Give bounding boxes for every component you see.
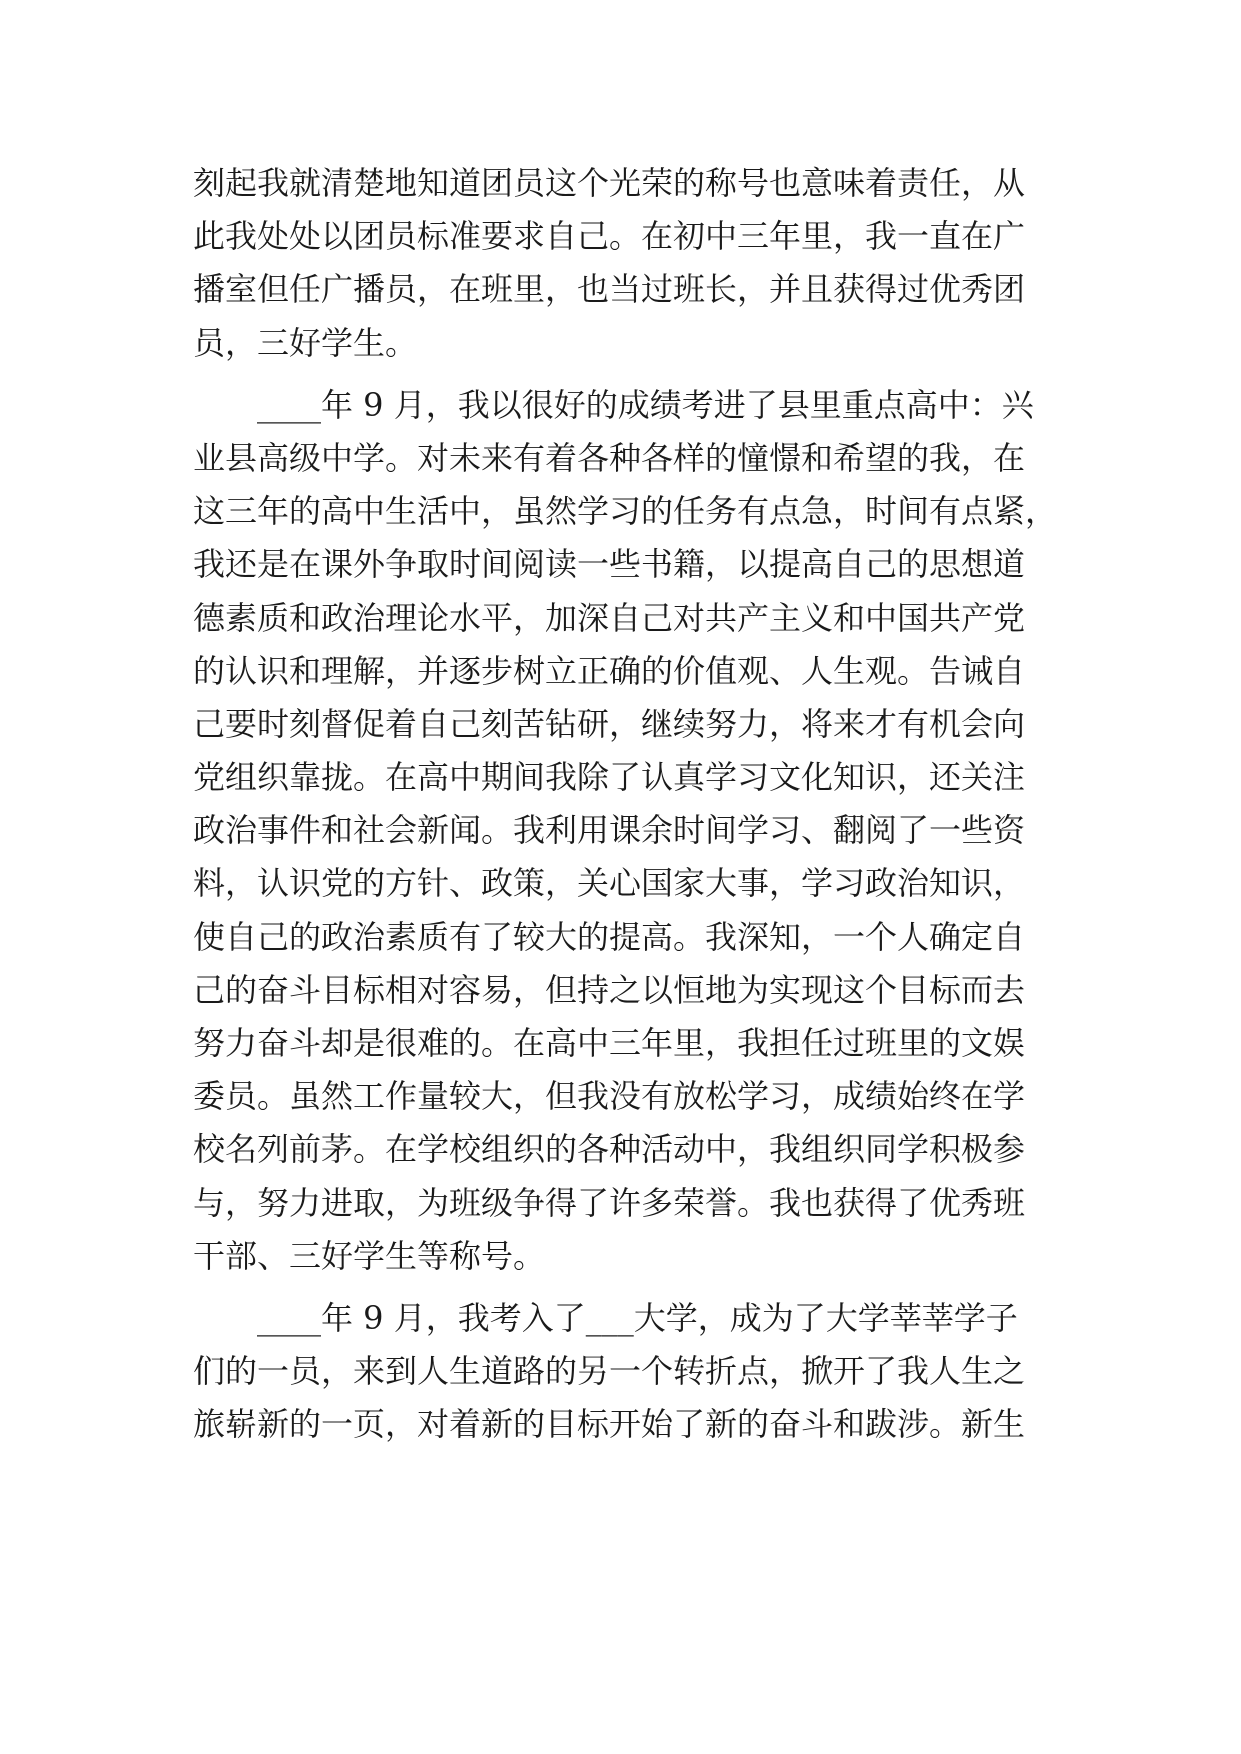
- text-line: ____年 9 月，我考入了___大学，成为了大学莘莘学子: [257, 1298, 1018, 1337]
- paragraph-spacer: [193, 1283, 1053, 1292]
- text-line: ____年 9 月，我以很好的成绩考进了县里重点高中：兴: [257, 385, 1034, 424]
- text-line: 这三年的高中生活中，虽然学习的任务有点急，时间有点紧，: [193, 492, 1058, 531]
- paragraph-3: [193, 1292, 1053, 1452]
- text-line: 委员。虽然工作量较大，但我没有放松学习，成绩始终在学: [193, 1077, 1026, 1116]
- document-body: [193, 157, 1058, 1452]
- text-line: 们的一员，来到人生道路的另一个转折点，掀开了我人生之: [193, 1352, 1026, 1391]
- text-line: 播室但任广播员，在班里，也当过班长，并且获得过优秀团: [193, 270, 1026, 309]
- text-line: 我还是在课外争取时间阅读一些书籍，以提高自己的思想道: [193, 545, 1026, 584]
- paragraph-2: [193, 379, 1058, 1283]
- text-line: 员，三好学生。: [193, 323, 418, 362]
- text-line: 的认识和理解，并逐步树立正确的价值观、人生观。告诫自: [193, 651, 1026, 690]
- text-line: 此我处处以团员标准要求自己。在初中三年里，我一直在广: [193, 217, 1026, 256]
- text-line: 与，努力进取，为班级争得了许多荣誉。我也获得了优秀班: [193, 1183, 1026, 1222]
- text-line: 使自己的政治素质有了较大的提高。我深知，一个人确定自: [193, 917, 1026, 956]
- text-line: 刻起我就清楚地知道团员这个光荣的称号也意味着责任，从: [193, 164, 1026, 202]
- text-line: 政治事件和社会新闻。我利用课余时间学习、翻阅了一些资: [193, 811, 1026, 850]
- text-line: 努力奋斗却是很难的。在高中三年里，我担任过班里的文娱: [193, 1024, 1026, 1062]
- text-line: 德素质和政治理论水平，加深自己对共产主义和中国共产党: [193, 598, 1026, 637]
- paragraph-1: [193, 157, 1053, 370]
- text-line: 业县高级中学。对未来有着各种各样的憧憬和希望的我，在: [193, 438, 1026, 477]
- text-line: 旅崭新的一页，对着新的目标开始了新的奋斗和跋涉。新生: [193, 1405, 1026, 1444]
- text-line: 己的奋斗目标相对容易，但持之以恒地为实现这个目标而去: [193, 970, 1026, 1009]
- paragraph-spacer: [193, 370, 1053, 379]
- text-line: 己要时刻督促着自己刻苦钻研，继续努力，将来才有机会向: [193, 704, 1026, 743]
- text-line: 料，认识党的方针、政策，关心国家大事，学习政治知识，: [193, 864, 1026, 903]
- text-line: 干部、三好学生等称号。: [193, 1236, 546, 1275]
- text-line: 校名列前茅。在学校组织的各种活动中，我组织同学积极参: [193, 1130, 1026, 1169]
- text-line: 党组织靠拢。在高中期间我除了认真学习文化知识，还关注: [193, 758, 1026, 797]
